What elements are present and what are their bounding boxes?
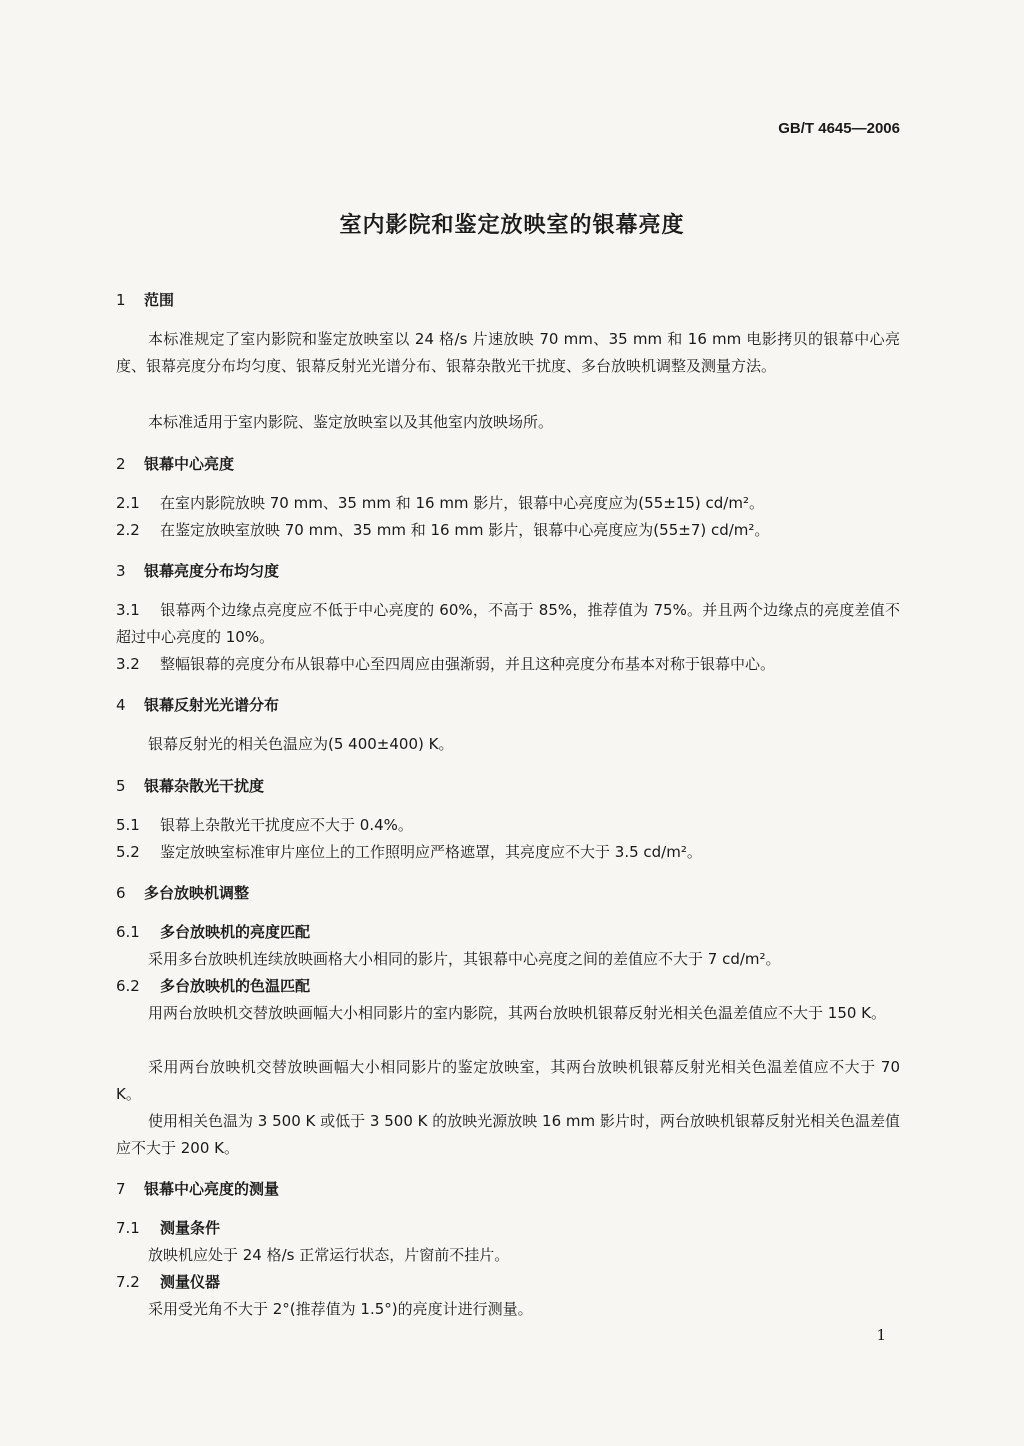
section-number: 3 [116, 562, 126, 580]
section-3-heading [116, 558, 279, 584]
clause-text: 银幕上杂散光干扰度应不大于 0.4%。 [160, 816, 413, 834]
section-1-paragraph-1: 本标准规定了室内影院和鉴定放映室以 24 格/s 片速放映 70 mm、35 mm 和 16 mm 电影拷贝的银幕中心亮度、银幕亮度分布均匀度、银幕反射光光谱分布、银幕杂散光干扰度、多台放映机调整及测量方法。 [116, 330, 900, 375]
section-4-paragraph: 银幕反射光的相关色温应为(5 400±400) K。 [148, 735, 454, 753]
section-1-heading [116, 287, 174, 313]
section-1-paragraph-2: 本标准适用于室内影院、鉴定放映室以及其他室内放映场所。 [148, 413, 554, 431]
clause-number: 2.1 [116, 494, 140, 512]
clause-6-2-heading [116, 973, 310, 999]
clause-number: 2.2 [116, 521, 140, 539]
clause-6-1-paragraph: 采用多台放映机连续放映画格大小相同的影片，其银幕中心亮度之间的差值应不大于 7 cd/m²。 [148, 950, 781, 968]
section-number: 2 [116, 455, 126, 473]
clause-title: 多台放映机的色温匹配 [160, 977, 311, 995]
clause-number: 3.2 [116, 655, 140, 673]
clause-7-2-heading [116, 1269, 220, 1295]
clause-5-2 [116, 839, 702, 865]
clause-number: 5.2 [116, 843, 140, 861]
section-title: 银幕中心亮度的测量 [144, 1180, 280, 1198]
document-title: 室内影院和鉴定放映室的银幕亮度 [339, 213, 685, 238]
section-2-heading [116, 451, 234, 477]
clause-number: 5.1 [116, 816, 140, 834]
section-number: 5 [116, 777, 126, 795]
clause-text: 在鉴定放映室放映 70 mm、35 mm 和 16 mm 影片，银幕中心亮度应为(55±7) cd/m²。 [160, 521, 770, 539]
standard-code: GB/T 4645—2006 [778, 120, 900, 137]
clause-text: 整幅银幕的亮度分布从银幕中心至四周应由强渐弱，并且这种亮度分布基本对称于银幕中心。 [160, 655, 776, 673]
section-title: 多台放映机调整 [144, 884, 250, 902]
section-title: 银幕反射光光谱分布 [144, 696, 280, 714]
clause-7-1-paragraph: 放映机应处于 24 格/s 正常运行状态，片窗前不挂片。 [148, 1246, 510, 1264]
clause-6-1-heading [116, 919, 310, 945]
section-5-heading [116, 773, 264, 799]
clause-title: 测量条件 [160, 1219, 221, 1237]
clause-6-2-paragraph-1: 用两台放映机交替放映画幅大小相同影片的室内影院，其两台放映机银幕反射光相关色温差值应不大于 150 K。 [148, 1004, 887, 1022]
clause-7-2-paragraph: 采用受光角不大于 2°(推荐值为 1.5°)的亮度计进行测量。 [148, 1300, 533, 1318]
clause-number: 3.1 [116, 601, 140, 619]
section-4-heading [116, 692, 279, 718]
clause-3-2 [116, 651, 775, 677]
clause-title: 测量仪器 [160, 1273, 221, 1291]
clause-7-1-heading [116, 1215, 220, 1241]
section-7-heading [116, 1176, 279, 1202]
clause-2-2 [116, 517, 769, 543]
clause-number: 7.1 [116, 1219, 140, 1237]
clause-2-1 [116, 490, 764, 516]
clause-number: 6.2 [116, 977, 140, 995]
clause-text: 在室内影院放映 70 mm、35 mm 和 16 mm 影片，银幕中心亮度应为(55±15) cd/m²。 [160, 494, 764, 512]
section-number: 6 [116, 884, 126, 902]
clause-text: 鉴定放映室标准审片座位上的工作照明应严格遮罩，其亮度应不大于 3.5 cd/m²。 [160, 843, 702, 861]
clause-3-1 [116, 597, 900, 651]
section-6-heading [116, 880, 249, 906]
clause-6-2-paragraph-2: 采用两台放映机交替放映画幅大小相同影片的鉴定放映室，其两台放映机银幕反射光相关色温差值应不大于 70 K。 [116, 1058, 900, 1103]
page-number: 1 [876, 1326, 886, 1344]
section-title: 银幕中心亮度 [144, 455, 235, 473]
clause-number: 7.2 [116, 1273, 140, 1291]
clause-text: 银幕两个边缘点亮度应不低于中心亮度的 60%，不高于 85%，推荐值为 75%。并且两个边缘点的亮度差值不超过中心亮度的 10%。 [116, 601, 900, 646]
section-title: 银幕亮度分布均匀度 [144, 562, 280, 580]
section-number: 1 [116, 291, 126, 309]
clause-number: 6.1 [116, 923, 140, 941]
section-number: 7 [116, 1180, 126, 1198]
section-number: 4 [116, 696, 126, 714]
clause-6-2-paragraph-3: 使用相关色温为 3 500 K 或低于 3 500 K 的放映光源放映 16 mm 影片时，两台放映机银幕反射光相关色温差值应不大于 200 K。 [116, 1112, 900, 1157]
clause-5-1 [116, 812, 413, 838]
clause-title: 多台放映机的亮度匹配 [160, 923, 311, 941]
section-title: 范围 [144, 291, 175, 309]
section-title: 银幕杂散光干扰度 [144, 777, 265, 795]
